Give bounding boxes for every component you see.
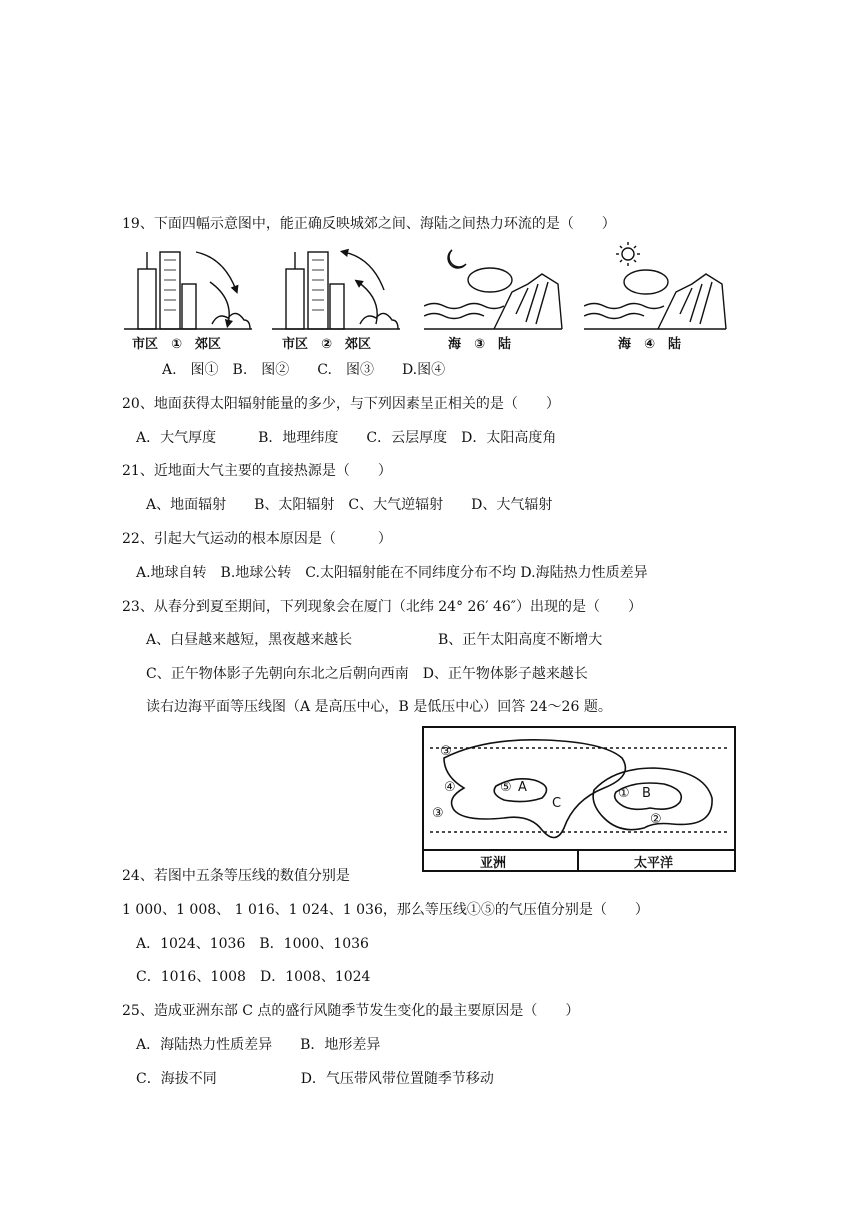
region-asia: 亚洲 — [480, 856, 507, 871]
q23-option-a: A、白昼越来越短，黑夜越来越长 — [146, 632, 353, 648]
city-suburb-diagram-2 — [272, 244, 402, 332]
q24-options-cd: C．1016、1008 D．1008、1024 — [136, 969, 371, 985]
sea-land-diagram-4 — [584, 240, 730, 332]
isobar-map — [422, 726, 736, 872]
isobar-lines — [424, 728, 734, 870]
region-pacific: 太平洋 — [634, 856, 674, 871]
q22-stem: 22、引起大气运动的根本原因是（ ） — [122, 531, 392, 547]
q23-stem: 23、从春分到夏至期间，下列现象会在厦门（北纬 24° 26′ 46″）出现的是（ ） — [122, 599, 643, 615]
isobar-label-1: ① — [618, 786, 630, 801]
q25-options-cd: C．海拔不同 D．气压带风带位置随季节移动 — [136, 1071, 494, 1087]
caption-fig-3: 海 ③ 陆 — [448, 337, 512, 352]
caption-fig-1: 市区 ① 郊区 — [132, 337, 222, 352]
point-c: C — [552, 796, 562, 811]
city-suburb-diagram-1 — [124, 244, 254, 332]
q25-stem: 25、造成亚洲东部 C 点的盛行风随季节发生变化的最主要原因是（ ） — [122, 1003, 580, 1019]
q20-stem: 20、地面获得太阳辐射能量的多少，与下列因素呈正相关的是（ ） — [122, 396, 560, 412]
q22-options: A.地球自转 B.地球公转 C.太阳辐射能在不同纬度分布不均 D.海陆热力性质差异 — [136, 565, 648, 581]
map-intro: 读右边海平面等压线图（A 是高压中心，B 是低压中心）回答 24～26 题。 — [146, 699, 612, 715]
isobar-label-3-bottom: ③ — [432, 806, 444, 821]
q19-stem: 19、下面四幅示意图中，能正确反映城郊之间、海陆之间热力环流的是（ ） — [122, 216, 616, 232]
q24-stem-line2: 1 000、1 008、 1 016、1 024、1 036，那么等压线①⑤的气压值分别是（ ） — [122, 902, 649, 918]
q24-options-ab: A．1024、1036 B．1000、1036 — [136, 936, 369, 952]
q20-options: A．大气厚度 B．地理纬度 C．云层厚度 D．太阳高度角 — [136, 430, 557, 446]
isobar-label-4: ④ — [444, 780, 456, 795]
q21-stem: 21、近地面大气主要的直接热源是（ ） — [122, 463, 392, 479]
high-pressure-a: A — [518, 780, 527, 795]
q24-stem-line1: 24、若图中五条等压线的数值分别是 — [122, 868, 350, 884]
caption-fig-4: 海 ④ 陆 — [618, 337, 682, 352]
isobar-label-5: ⑤ — [500, 780, 512, 795]
q23-option-b: B、正午太阳高度不断增大 — [438, 632, 603, 648]
q23-options-cd: C、正午物体影子先朝向东北之后朝向西南 D、正午物体影子越来越长 — [146, 666, 588, 682]
q25-options-ab: A．海陆热力性质差异 B．地形差异 — [136, 1037, 381, 1053]
caption-fig-2: 市区 ② 郊区 — [282, 337, 372, 352]
sea-land-diagram-3 — [424, 244, 564, 332]
q19-options: A. 图① B. 图② C. 图③ D.图④ — [162, 362, 446, 378]
low-pressure-b: B — [642, 786, 651, 801]
isobar-label-3-top: ③ — [440, 744, 452, 759]
isobar-label-2: ② — [650, 812, 662, 827]
q21-options: A、地面辐射 B、太阳辐射 C、大气逆辐射 D、大气辐射 — [146, 497, 553, 513]
